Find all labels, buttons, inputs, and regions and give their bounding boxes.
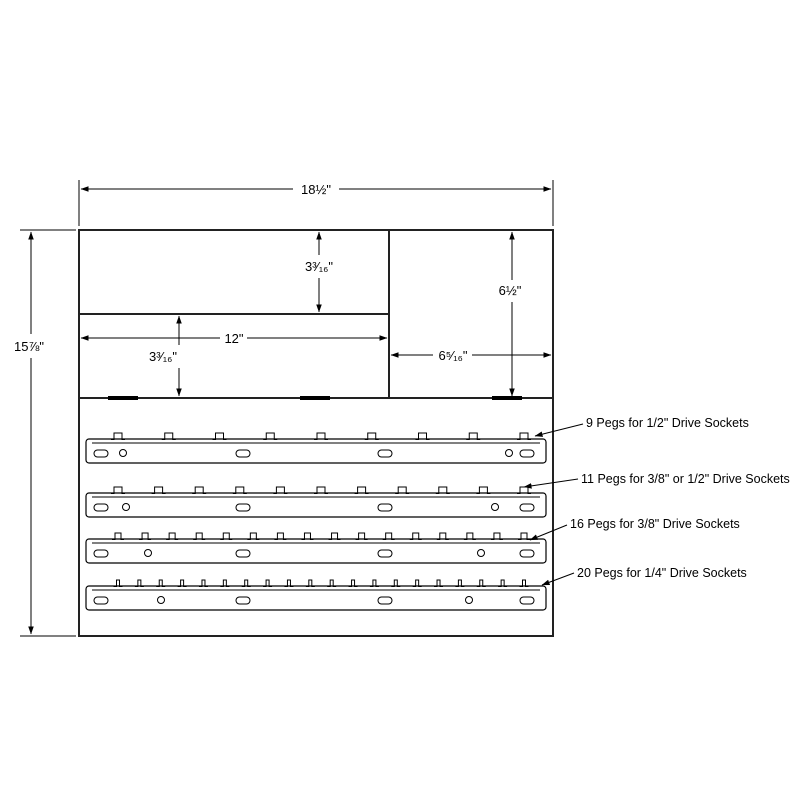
overall-height-label: 15⅞" bbox=[14, 339, 44, 354]
organizer-outline bbox=[79, 230, 553, 636]
overall-width-dimension bbox=[79, 180, 553, 226]
peg-row-2-label: 11 Pegs for 3/8" or 1/2" Drive Sockets bbox=[581, 472, 790, 486]
cubby-height-label: 6½" bbox=[498, 283, 522, 298]
callout-row-2 bbox=[524, 472, 790, 487]
top-shelf-height-label: 3³⁄₁₆" bbox=[305, 259, 333, 274]
bottom-shelf-height-label: 3³⁄₁₆" bbox=[149, 349, 177, 364]
shelf-width-label: 12" bbox=[224, 331, 244, 346]
callout-row-3 bbox=[530, 517, 740, 540]
cubby-width-label: 6⁵⁄₁₆" bbox=[438, 348, 468, 363]
callout-row-1 bbox=[535, 416, 749, 436]
overall-height-dimension bbox=[14, 230, 76, 636]
peg-row-1-label: 9 Pegs for 1/2" Drive Sockets bbox=[586, 416, 749, 430]
callout-row-4 bbox=[542, 566, 747, 585]
peg-row-4-label: 20 Pegs for 1/4" Drive Sockets bbox=[577, 566, 747, 580]
overall-width-label: 18½" bbox=[301, 182, 331, 197]
peg-row-3-label: 16 Pegs for 3/8" Drive Sockets bbox=[570, 517, 740, 531]
